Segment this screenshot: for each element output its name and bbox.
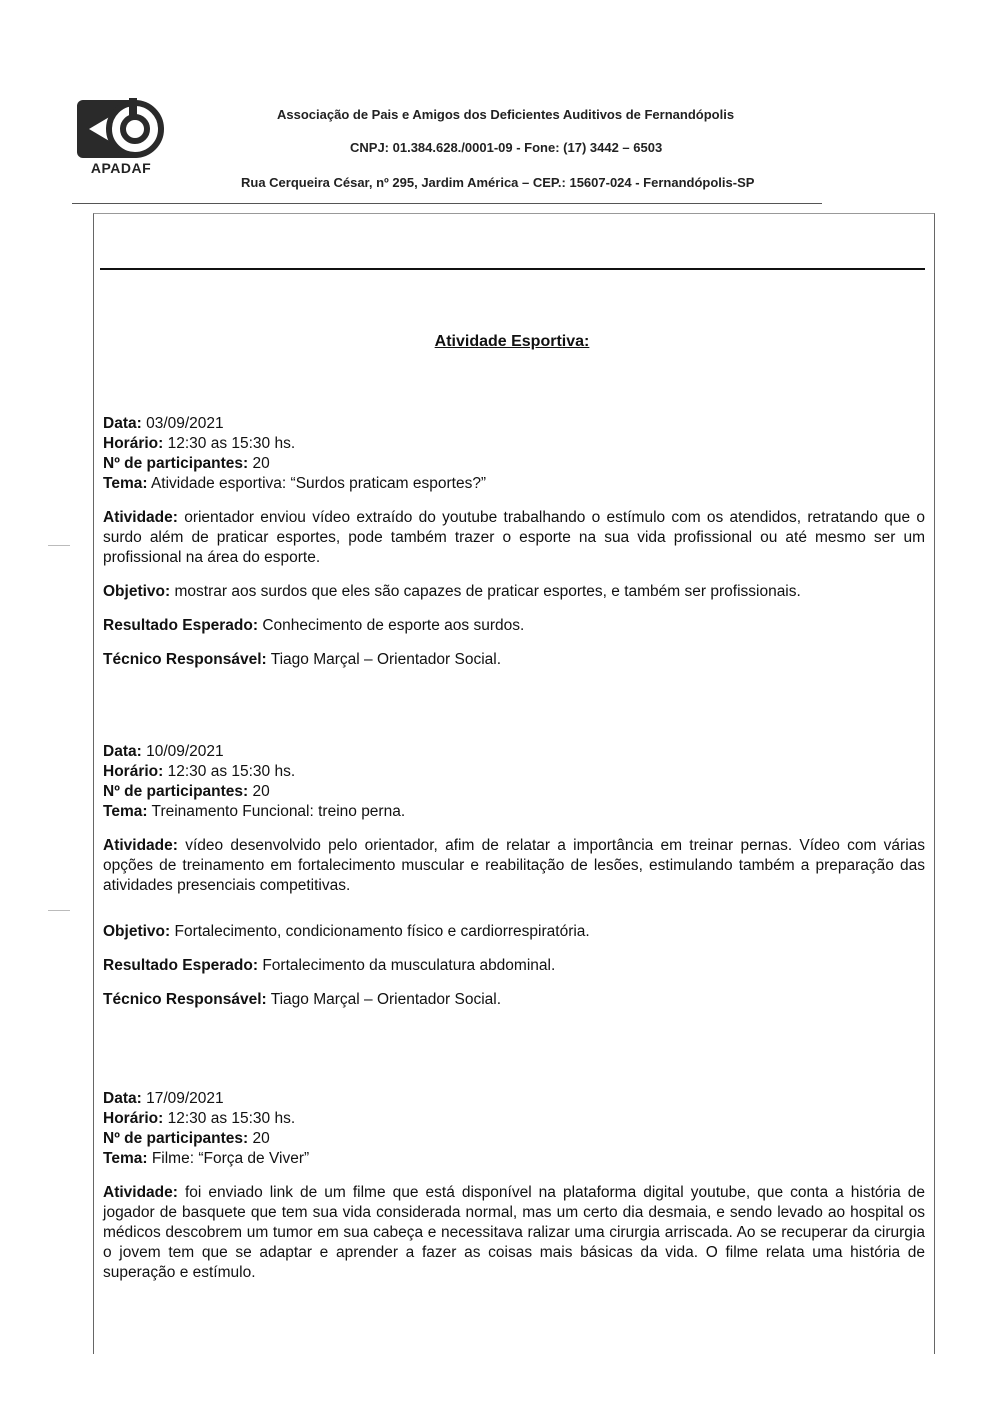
entry-expected-result: Resultado Esperado: Fortalecimento da musculatura abdominal. [103,957,556,974]
entry-date: Data: 10/09/2021 [103,743,224,760]
header-divider [72,203,822,204]
logo-ear-icon [77,98,165,160]
entry-time: Horário: 12:30 as 15:30 hs. [103,435,296,452]
entry-theme: Tema: Filme: “Força de Viver” [103,1150,310,1167]
activity-entry [103,1089,925,1283]
entry-objective: Objetivo: mostrar aos surdos que eles são capazes de praticar esportes, e também ser profissionais. [103,583,801,600]
entry-participants: Nº de participantes: 20 [103,1130,270,1147]
entry-time: Horário: 12:30 as 15:30 hs. [103,1110,296,1127]
entry-technician: Técnico Responsável: Tiago Marçal – Orientador Social. [103,651,502,668]
frame-divider [100,268,925,270]
entry-expected-result: Resultado Esperado: Conhecimento de esporte aos surdos. [103,617,525,634]
address: Rua Cerqueira César, nº 295, Jardim América – CEP.: 15607-024 - Fernandópolis-SP [241,175,755,190]
entry-technician: Técnico Responsável: Tiago Marçal – Orientador Social. [103,991,502,1008]
entry-date: Data: 03/09/2021 [103,415,224,432]
entry-activity: Atividade: foi enviado link de um filme que está disponível na plataforma digital youtube, que conta a história de jogador de basquete que tem sua vida considerada normal, mas um certo dia desmaia, e sendo levado ao hospital os médicos descobrem um tumor em sua cabeça e necessitava ralizar uma cirurgia arriscada. Ao se recuperar da cirurgia o jovem tem que se adaptar e aprender a fazer as coisas mais básicas da vida. O filme relata uma história de superação e estímulo. [103,1184,926,1281]
entry-activity: Atividade: vídeo desenvolvido pelo orientador, afim de relatar a importância em treinar pernas. Vídeo com várias opções de treinamento em fortalecimento muscular e reabilitação de lesões, estimulando também a preparação das atividades presenciais competitivas. [103,837,926,894]
entry-date: Data: 17/09/2021 [103,1090,224,1107]
margin-mark [48,545,70,546]
activity-entry [103,414,925,670]
document-title: Atividade Esportiva: [434,333,590,350]
entry-participants: Nº de participantes: 20 [103,455,270,472]
entry-activity: Atividade: orientador enviou vídeo extraído do youtube trabalhando o estímulo com os atendidos, retratando que o surdo além de praticar esportes, pode também trazer o esporte na sua vida profissional ou até mesmo ser um profissional na área do esporte. [103,509,925,566]
apadaf-logo [77,98,165,178]
entry-theme: Tema: Treinamento Funcional: treino perna. [103,803,406,820]
entry-time: Horário: 12:30 as 15:30 hs. [103,763,296,780]
org-name: Associação de Pais e Amigos dos Deficientes Auditivos de Fernandópolis [277,107,735,122]
entry-objective: Objetivo: Fortalecimento, condicionamento físico e cardiorrespiratória. [103,923,590,940]
activity-entry [103,742,925,1010]
logo-text: APADAF [90,160,152,176]
letterhead [0,0,992,210]
entry-participants: Nº de participantes: 20 [103,783,270,800]
cnpj-phone: CNPJ: 01.384.628./0001-09 - Fone: (17) 3442 – 6503 [350,140,663,155]
margin-mark [48,910,70,911]
entry-theme: Tema: Atividade esportiva: “Surdos praticam esportes?” [103,475,487,492]
